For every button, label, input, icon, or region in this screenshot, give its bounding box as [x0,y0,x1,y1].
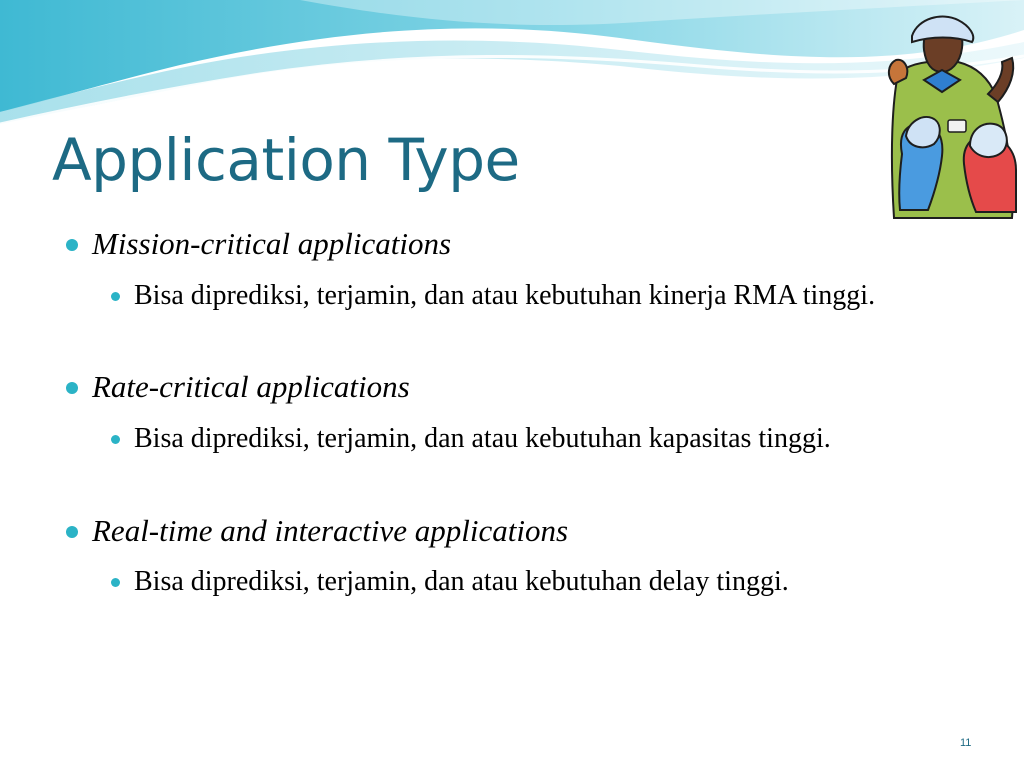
page-title: Application Type [52,126,520,194]
bullet-dot-icon [111,578,120,587]
bullet-dot-icon [66,382,78,394]
list-item-detail: Bisa diprediksi, terjamin, dan atau kebutuhan kapasitas tinggi. [134,423,831,454]
bullet-dot-icon [111,292,120,301]
list-item-heading: Mission-critical applications [92,226,452,261]
list-item-heading: Rate-critical applications [92,369,410,404]
list-item-detail: Bisa diprediksi, terjamin, dan atau kebutuhan kinerja RMA tinggi. [134,280,876,311]
bullet-dot-icon [111,435,120,444]
list-item-detail: Bisa diprediksi, terjamin, dan atau kebutuhan delay tinggi. [134,566,789,597]
bullet-dot-icon [66,239,78,251]
bullet-dot-icon [66,526,78,538]
page-number: 11 [960,737,972,749]
list-item-heading: Real-time and interactive applications [92,513,569,548]
